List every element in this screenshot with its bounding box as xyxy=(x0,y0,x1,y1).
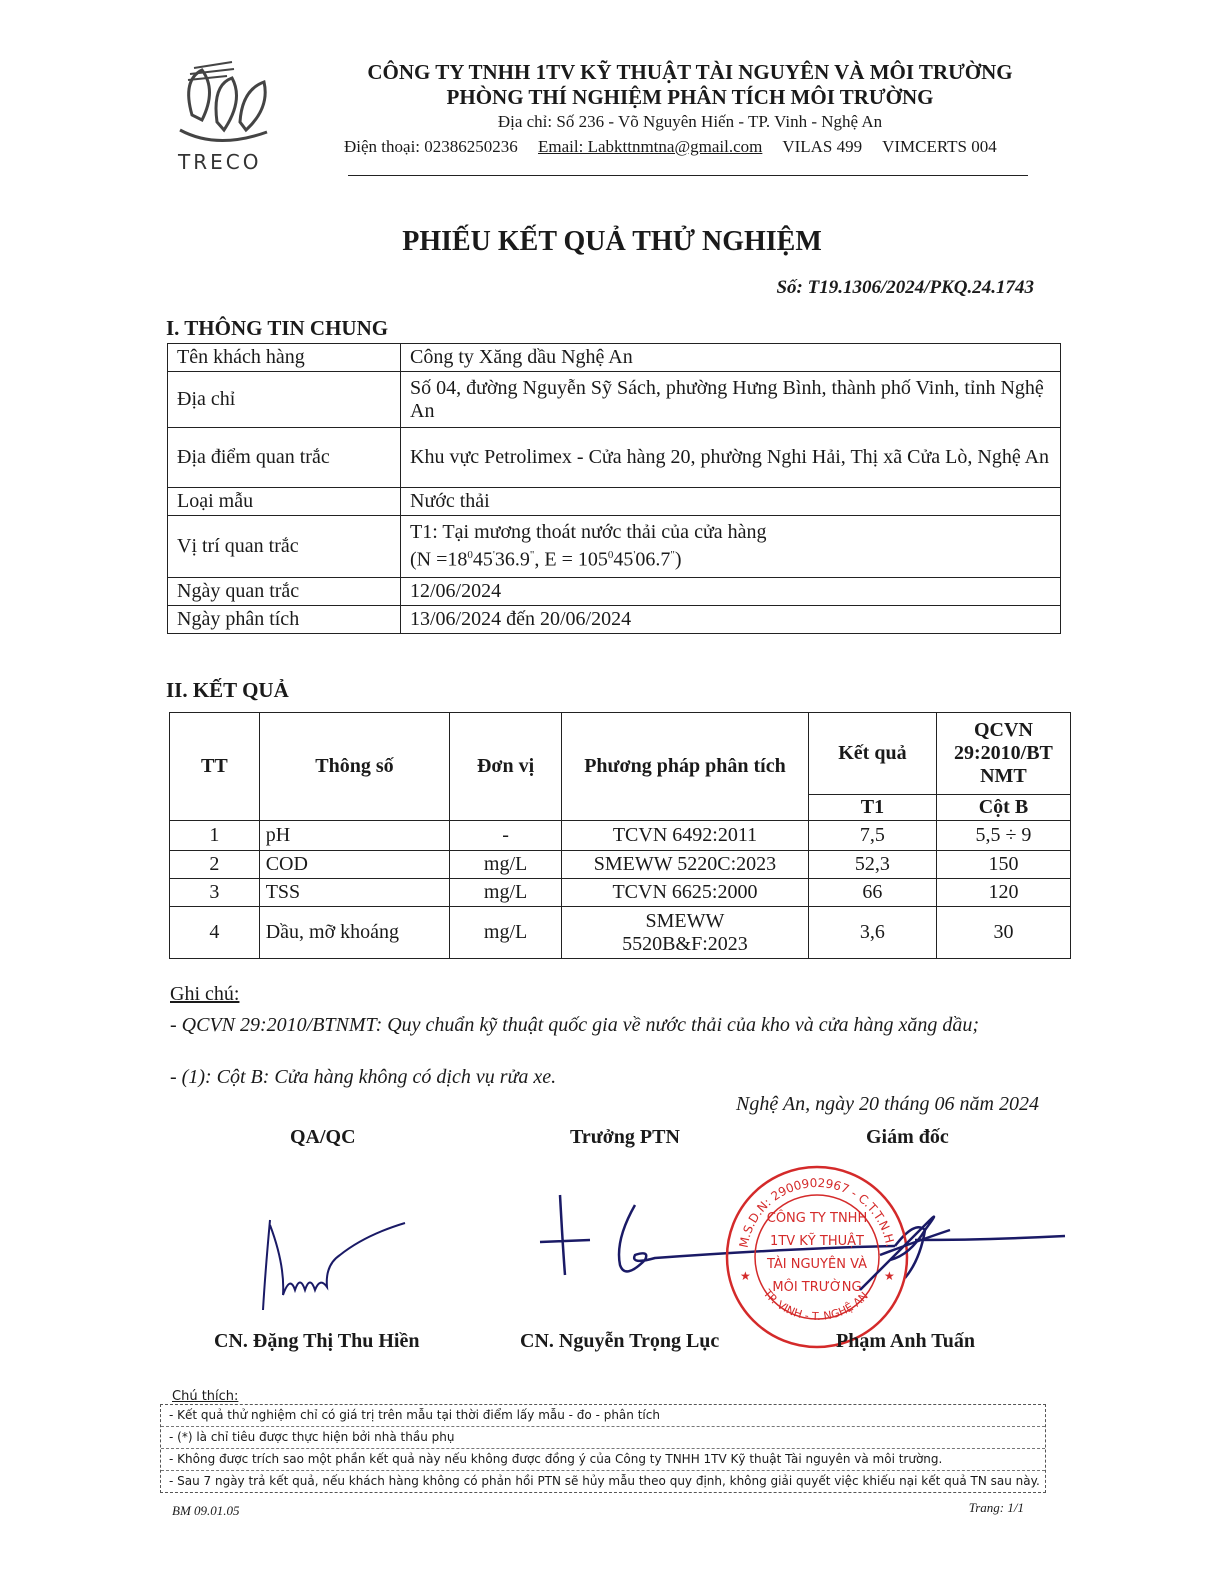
footer-heading: Chú thích: xyxy=(172,1389,239,1404)
info-value: Công ty Xăng dầu Nghệ An xyxy=(401,344,1061,372)
col-result-header: Kết quả xyxy=(808,713,936,795)
col-result-subheader: T1 xyxy=(808,795,936,821)
cell-unit: mg/L xyxy=(450,879,562,907)
table-row xyxy=(170,907,1071,959)
info-label: Địa điểm quan trắc xyxy=(168,428,401,488)
table-row xyxy=(170,821,1071,851)
issue-date: Nghệ An, ngày 20 tháng 06 năm 2024 xyxy=(736,1093,1039,1115)
cell-tt: 2 xyxy=(170,851,260,879)
cell-limit: 30 xyxy=(936,907,1070,959)
col-standard-header: QCVN 29:2010/BT NMT xyxy=(936,713,1070,795)
stamp-line: MÔI TRƯỜNG xyxy=(772,1280,862,1295)
cell-result: 3,6 xyxy=(808,907,936,959)
cell-result: 66 xyxy=(808,879,936,907)
cell-param: Dầu, mỡ khoáng xyxy=(259,907,449,959)
cell-param: pH xyxy=(259,821,449,851)
col-param-header: Thông số xyxy=(259,713,449,821)
cell-result: 7,5 xyxy=(808,821,936,851)
contact-line xyxy=(344,137,1044,157)
document-number: Số: T19.1306/2024/PKQ.24.1743 xyxy=(776,277,1034,298)
cell-unit: mg/L xyxy=(450,907,562,959)
info-value xyxy=(401,516,1061,578)
company-address: Địa chỉ: Số 236 - Võ Nguyên Hiến - TP. Vinh - Nghệ An xyxy=(497,112,883,131)
info-row xyxy=(168,372,1061,428)
cell-method: TCVN 6625:2000 xyxy=(562,879,809,907)
info-value: Nước thải xyxy=(401,488,1061,516)
section-results-heading: II. KẾT QUẢ xyxy=(166,678,289,702)
cell-method: TCVN 6492:2011 xyxy=(562,821,809,851)
info-value: 13/06/2024 đến 20/06/2024 xyxy=(401,606,1061,634)
cell-unit: - xyxy=(450,821,562,851)
signer-director-name: Phạm Anh Tuấn xyxy=(836,1330,975,1352)
monitoring-point: T1: Tại mương thoát nước thải của cửa hàng xyxy=(410,521,767,544)
results-table xyxy=(169,712,1071,959)
logo-emblem-icon xyxy=(172,60,282,155)
signer-qa-name: CN. Đặng Thị Thu Hiền xyxy=(214,1330,420,1352)
col-tt-header: TT xyxy=(170,713,260,821)
col-unit-header: Đơn vị xyxy=(450,713,562,821)
footer-item: - Sau 7 ngày trả kết quả, nếu khách hàng không có phản hồi PTN sẽ hủy mẫu theo quy định, không giải quyết việc khiếu nại kết quả TN sau này. xyxy=(169,1474,1040,1488)
cell-tt: 4 xyxy=(170,907,260,959)
stamp-star-icon: ★ xyxy=(884,1269,895,1283)
role-director: Giám đốc xyxy=(866,1126,949,1148)
signature-qa xyxy=(255,1215,425,1315)
cell-param: TSS xyxy=(259,879,449,907)
cell-tt: 1 xyxy=(170,821,260,851)
info-row xyxy=(168,344,1061,372)
info-row xyxy=(168,606,1061,634)
table-row xyxy=(170,879,1071,907)
company-name: CÔNG TY TNHH 1TV KỸ THUẬT TÀI NGUYÊN VÀ MÔI TRƯỜNG xyxy=(367,60,1013,84)
info-value: Số 04, đường Nguyễn Sỹ Sách, phường Hưng Bình, thành phố Vinh, tỉnh Nghệ An xyxy=(401,372,1061,428)
info-label: Vị trí quan trắc xyxy=(168,516,401,578)
notes-heading: Ghi chú: xyxy=(170,983,240,1005)
page-number: Trang: 1/1 xyxy=(968,1500,1024,1515)
header-divider xyxy=(348,175,1028,176)
footer-item: - Kết quả thử nghiệm chỉ có giá trị trên mẫu tại thời điểm lấy mẫu - đo - phân tích xyxy=(161,1405,1045,1427)
role-qa-qc: QA/QC xyxy=(290,1126,356,1148)
info-label: Địa chỉ xyxy=(168,372,401,428)
info-label: Ngày quan trắc xyxy=(168,578,401,606)
logo-text: TRECO xyxy=(178,150,262,174)
results-header-row xyxy=(170,713,1071,795)
col-standard-subheader: Cột B xyxy=(936,795,1070,821)
info-row xyxy=(168,516,1061,578)
monitoring-coordinates: ($N =18^045'36.9^"$, $E = 105^045'06.7^"$) xyxy=(410,548,682,571)
footer-item: - (*) là chỉ tiêu được thực hiện bởi nhà thầu phụ xyxy=(161,1427,1045,1449)
general-info-table xyxy=(167,343,1061,634)
info-label: Tên khách hàng xyxy=(168,344,401,372)
signer-lab-head-name: CN. Nguyễn Trọng Lục xyxy=(520,1330,720,1352)
cell-method: SMEWW 5520B&F:2023 xyxy=(562,907,809,959)
section-general-heading: I. THÔNG TIN CHUNG xyxy=(166,316,389,340)
cell-limit: 150 xyxy=(936,851,1070,879)
col-method-header: Phương pháp phân tích xyxy=(562,713,809,821)
stamp-star-icon: ★ xyxy=(740,1269,751,1283)
phone-text: Điện thoại: 02386250236 xyxy=(344,137,518,156)
document-title: PHIẾU KẾT QUẢ THỬ NGHIỆM xyxy=(402,226,822,257)
info-value: Khu vực Petrolimex - Cửa hàng 20, phường Nghi Hải, Thị xã Cửa Lò, Nghệ An xyxy=(401,428,1061,488)
vilas-text: VILAS 499 xyxy=(782,137,863,156)
cell-unit: mg/L xyxy=(450,851,562,879)
info-row xyxy=(168,428,1061,488)
info-row xyxy=(168,488,1061,516)
cell-result: 52,3 xyxy=(808,851,936,879)
cell-limit: 5,5 ÷ 9 xyxy=(936,821,1070,851)
stamp-line: 1TV KỸ THUẬT xyxy=(770,1234,864,1249)
footer-disclaimer-box xyxy=(160,1404,1046,1493)
cell-limit: 120 xyxy=(936,879,1070,907)
cell-param: COD xyxy=(259,851,449,879)
stamp-line: CÔNG TY TNHH xyxy=(766,1211,868,1226)
info-label: Loại mẫu xyxy=(168,488,401,516)
email-link[interactable]: Email: Labkttnmtna@gmail.com xyxy=(538,137,763,156)
company-logo xyxy=(172,60,282,175)
footer-item: - Không được trích sao một phần kết quả này nếu không được đồng ý của Công ty TNHH 1TV Kỹ thuật Tài nguyên và môi trường. xyxy=(161,1449,1045,1471)
info-value: 12/06/2024 xyxy=(401,578,1061,606)
stamp-ring-top: M.S.D.N: 2900902967 - C.T.T.N.H. xyxy=(736,1175,898,1249)
table-row xyxy=(170,851,1071,879)
role-lab-head: Trưởng PTN xyxy=(570,1126,680,1148)
stamp-line: TÀI NGUYÊN VÀ xyxy=(766,1257,868,1272)
form-code: BM 09.01.05 xyxy=(172,1503,240,1518)
lab-name: PHÒNG THÍ NGHIỆM PHÂN TÍCH MÔI TRƯỜNG xyxy=(446,85,934,109)
signature-director xyxy=(820,1200,960,1300)
note-line: - QCVN 29:2010/BTNMT: Quy chuẩn kỹ thuật quốc gia về nước thải của kho và cửa hàng xăng dầu; xyxy=(170,1014,980,1036)
note-line: - (1): Cột B: Cửa hàng không có dịch vụ rửa xe. xyxy=(170,1066,557,1088)
info-row xyxy=(168,578,1061,606)
cell-tt: 3 xyxy=(170,879,260,907)
info-label: Ngày phân tích xyxy=(168,606,401,634)
vimcerts-text: VIMCERTS 004 xyxy=(882,137,997,156)
stamp-ring-bottom: TP. VINH - T. NGHỆ AN xyxy=(760,1286,871,1324)
cell-method: SMEWW 5220C:2023 xyxy=(562,851,809,879)
